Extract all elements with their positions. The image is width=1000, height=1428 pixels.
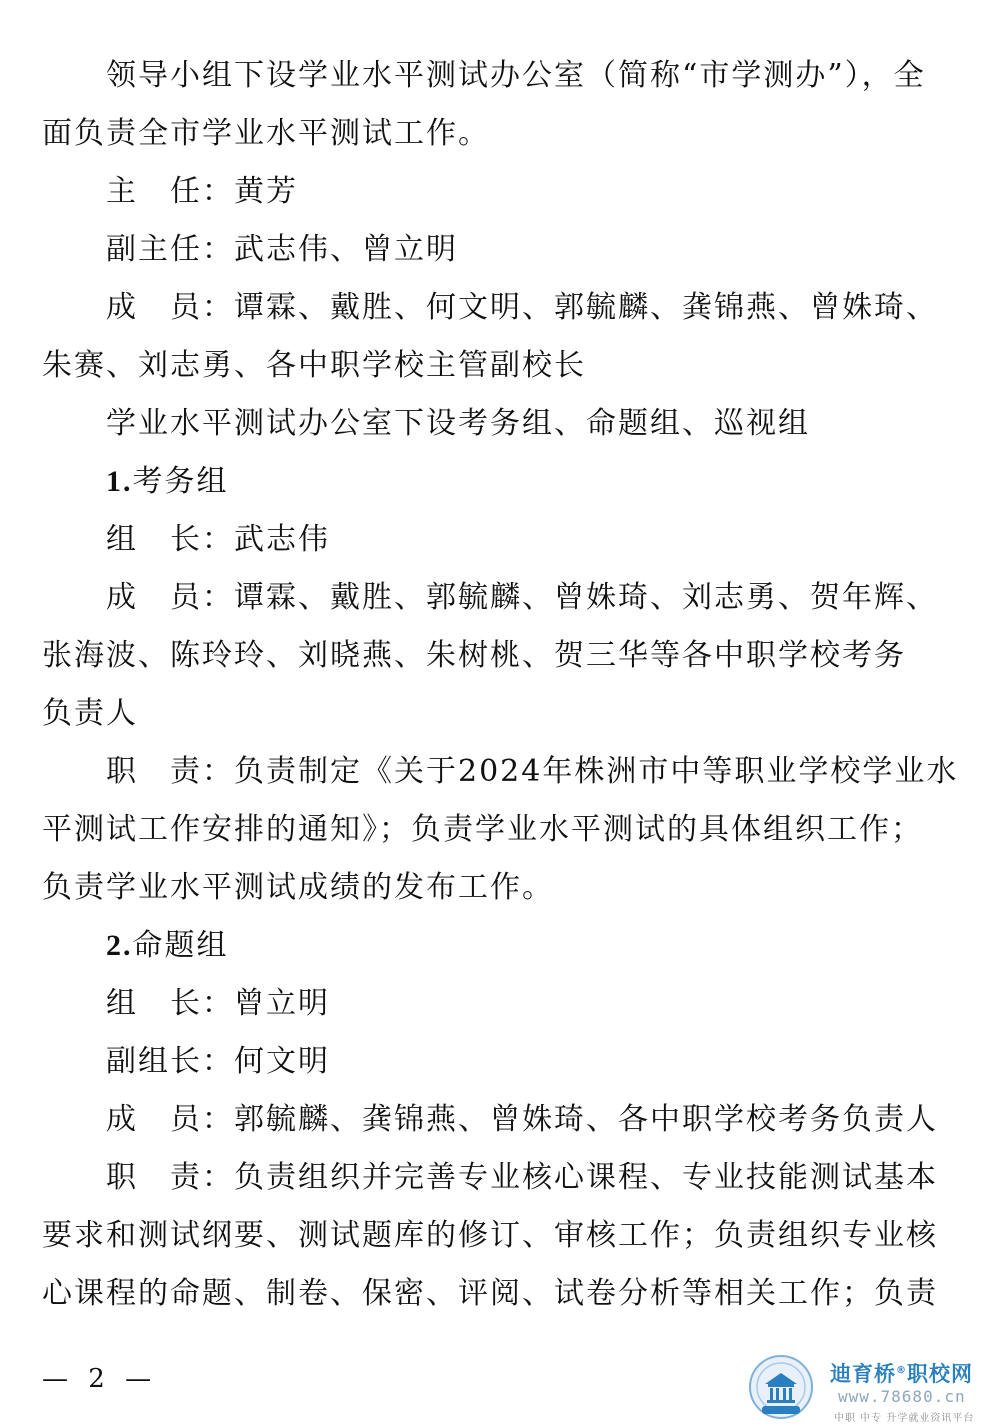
watermark-title <box>830 1358 973 1388</box>
line-text: 考务组 <box>132 464 229 499</box>
line-text: 职 责：负责组织并完善专业核心课程、专业技能测试基本 <box>106 1160 938 1195</box>
text-line <box>42 47 948 105</box>
document-body <box>42 47 959 1323</box>
text-line <box>42 337 948 395</box>
text-line <box>42 743 959 801</box>
text-line <box>42 975 948 1033</box>
watermark-title-suffix: 职校网 <box>907 1362 973 1386</box>
site-watermark <box>748 1352 996 1422</box>
line-text: 要求和测试纲要、测试题库的修订、审核工作；负责组织专业核 <box>42 1218 938 1253</box>
registered-mark: ® <box>896 1365 907 1376</box>
line-text: 张海波、陈玲玲、刘晓燕、朱树桃、贺三华等各中职学校考务 <box>42 638 906 673</box>
line-text: 平测试工作安排的通知》；负责学业水平测试的具体组织工作； <box>42 812 923 847</box>
text-line <box>42 105 948 163</box>
section-heading <box>42 453 948 511</box>
text-line <box>42 395 948 453</box>
line-text: 朱赛、刘志勇、各中职学校主管副校长 <box>42 348 586 383</box>
text-line <box>42 221 948 279</box>
page-number: — 2 — <box>42 1364 158 1394</box>
text-line <box>42 801 948 859</box>
text-line <box>42 685 948 743</box>
watermark-title-name: 迪育桥 <box>830 1362 896 1386</box>
text-line <box>42 163 948 221</box>
section-heading <box>42 917 948 975</box>
line-text: 职 责：负责制定《关于2024年株洲市中等职业学校学业水 <box>106 754 959 789</box>
text-line <box>42 279 948 337</box>
line-text: 成 员：谭霖、戴胜、何文明、郭毓麟、龚锦燕、曾姝琦、 <box>106 290 938 325</box>
line-text: 主 任：黄芳 <box>106 174 298 209</box>
text-line <box>42 1207 948 1265</box>
section-number: 1. <box>106 465 133 498</box>
line-text: 副主任：武志伟、曾立明 <box>106 232 458 267</box>
school-logo-icon <box>748 1354 814 1420</box>
section-number: 2. <box>106 929 133 962</box>
line-text: 组 长：武志伟 <box>106 522 330 557</box>
line-text: 负责人 <box>42 696 138 731</box>
line-text: 副组长：何文明 <box>106 1044 330 1079</box>
line-text: 领导小组下设学业水平测试办公室（简称“市学测办”），全 <box>106 58 926 93</box>
text-line <box>42 1149 948 1207</box>
line-text: 成 员：谭霖、戴胜、郭毓麟、曾姝琦、刘志勇、贺年辉、 <box>106 580 938 615</box>
watermark-tagline: 中职 中专 升学就业资讯平台 <box>834 1413 975 1424</box>
text-line <box>42 511 948 569</box>
line-text: 负责学业水平测试成绩的发布工作。 <box>42 870 554 905</box>
text-line <box>42 1033 948 1091</box>
watermark-url: www.78680.cn <box>838 1387 966 1406</box>
line-text: 成 员：郭毓麟、龚锦燕、曾姝琦、各中职学校考务负责人 <box>106 1102 938 1137</box>
text-line <box>42 1091 948 1149</box>
text-line <box>42 627 948 685</box>
line-text: 命题组 <box>132 928 229 963</box>
text-line <box>42 1265 948 1323</box>
line-text: 组 长：曾立明 <box>106 986 330 1021</box>
line-text: 学业水平测试办公室下设考务组、命题组、巡视组 <box>106 406 810 441</box>
line-text: 心课程的命题、制卷、保密、评阅、试卷分析等相关工作；负责 <box>42 1276 938 1311</box>
text-line <box>42 859 948 917</box>
text-line <box>42 569 948 627</box>
line-text: 面负责全市学业水平测试工作。 <box>42 116 490 151</box>
